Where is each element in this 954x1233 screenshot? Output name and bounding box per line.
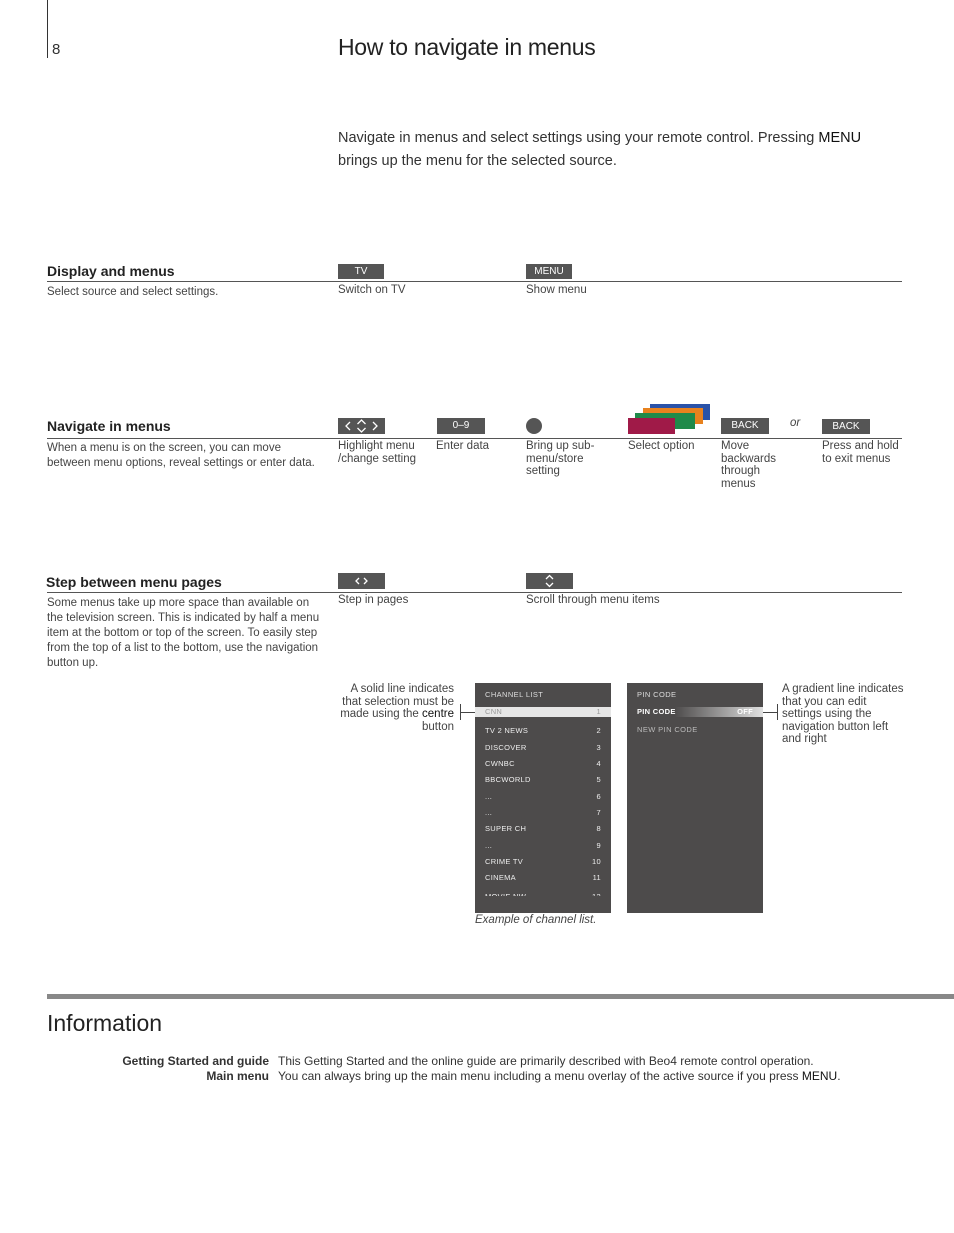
section-desc-navigate: When a menu is on the screen, you can move between menu options, reveal settings or enter data. [47, 442, 315, 469]
key-caption: Move backwards through menus [721, 440, 776, 490]
pin-code-heading: PIN CODE [637, 690, 677, 699]
channel-list-heading: CHANNEL LIST [485, 690, 544, 699]
key-caption: Switch on TV [338, 284, 406, 296]
key-caption: Select option [628, 440, 695, 452]
annotation-solid-line: A solid line indicates that selection must be made using the centre button [340, 683, 454, 733]
section-desc-step: Some menus take up more space than available on the television screen. This is indicated by half a menu item at the bottom or top of the screen. To easily step from the top of a list to the bottom, use the navigation button up. [47, 597, 320, 669]
info-label-getting-started: Getting Started and guide [122, 1054, 269, 1068]
section-rule [47, 438, 902, 439]
pin-code-panel [627, 683, 763, 913]
pin-code-row-selected: PIN CODE OFF [627, 707, 763, 717]
section-title-navigate: Navigate in menus [47, 418, 171, 434]
channel-list-caption: Example of channel list. [475, 914, 597, 926]
centre-key-text: centre [422, 708, 454, 720]
back-hold-key: BACK [822, 419, 870, 434]
digits-key: 0–9 [437, 418, 485, 434]
key-caption: Scroll through menu items [526, 594, 660, 606]
section-title-display: Display and menus [47, 263, 175, 279]
margin-rule [47, 0, 48, 58]
info-text-main-menu: You can always bring up the main menu including a menu overlay of the active source if you press MENU. [278, 1069, 841, 1083]
centre-button-icon [526, 418, 542, 434]
annotation-leader [763, 712, 777, 713]
annotation-bracket [777, 704, 778, 720]
channel-row-selected: CNN 1 [475, 707, 611, 717]
info-text-getting-started: This Getting Started and the online guide are primarily described with Beo4 remote control operation. [278, 1054, 814, 1068]
new-pin-code-item: NEW PIN CODE [637, 725, 698, 734]
key-caption: Press and hold to exit menus [822, 440, 899, 465]
menu-key-text: MENU [818, 130, 862, 146]
page-number: 8 [52, 41, 61, 58]
section-desc-display: Select source and select settings. [47, 286, 219, 298]
menu-key-text: MENU [801, 1069, 838, 1083]
annotation-leader [460, 712, 476, 713]
red-button-icon [628, 418, 675, 434]
arrows-up-down-icon [526, 573, 573, 589]
menu-key: MENU [526, 264, 572, 279]
colour-buttons-icon [628, 403, 698, 435]
intro-text: Navigate in menus and select settings using your remote control. Pressing MENU brings up the menu for the selected source. [338, 130, 862, 169]
section-rule [47, 592, 902, 593]
key-caption: Enter data [436, 440, 490, 452]
section-title-step: Step between menu pages [46, 574, 222, 590]
arrows-four-way-icon [338, 418, 385, 434]
arrows-left-right-icon [338, 573, 385, 589]
key-caption: Highlight menu /change setting [338, 440, 417, 465]
partial-row-mask [475, 896, 611, 913]
back-key: BACK [721, 418, 769, 434]
or-label: or [790, 417, 801, 429]
tv-key: TV [338, 264, 384, 279]
key-caption: Bring up sub-menu/store setting [526, 440, 595, 477]
page-title: How to navigate in menus [338, 34, 596, 60]
info-label-main-menu: Main menu [206, 1069, 269, 1083]
annotation-gradient-line: A gradient line indicates that you can edit settings using the navigation button left and right [782, 683, 904, 745]
key-caption: Show menu [526, 284, 587, 296]
section-rule [47, 281, 902, 282]
information-rule [47, 994, 954, 999]
channel-list-panel: CHANNEL LIST CNN 1 TV 2 NEWS 2 DISCOVER 3 CWNBC 4 BBCWORLD 5 ... 6 ... 7 SUPER CH 8 ... 9 CRIME TV 10 CINEMA 11 [475, 683, 611, 913]
information-title: Information [47, 1010, 163, 1036]
key-caption: Step in pages [338, 594, 409, 606]
